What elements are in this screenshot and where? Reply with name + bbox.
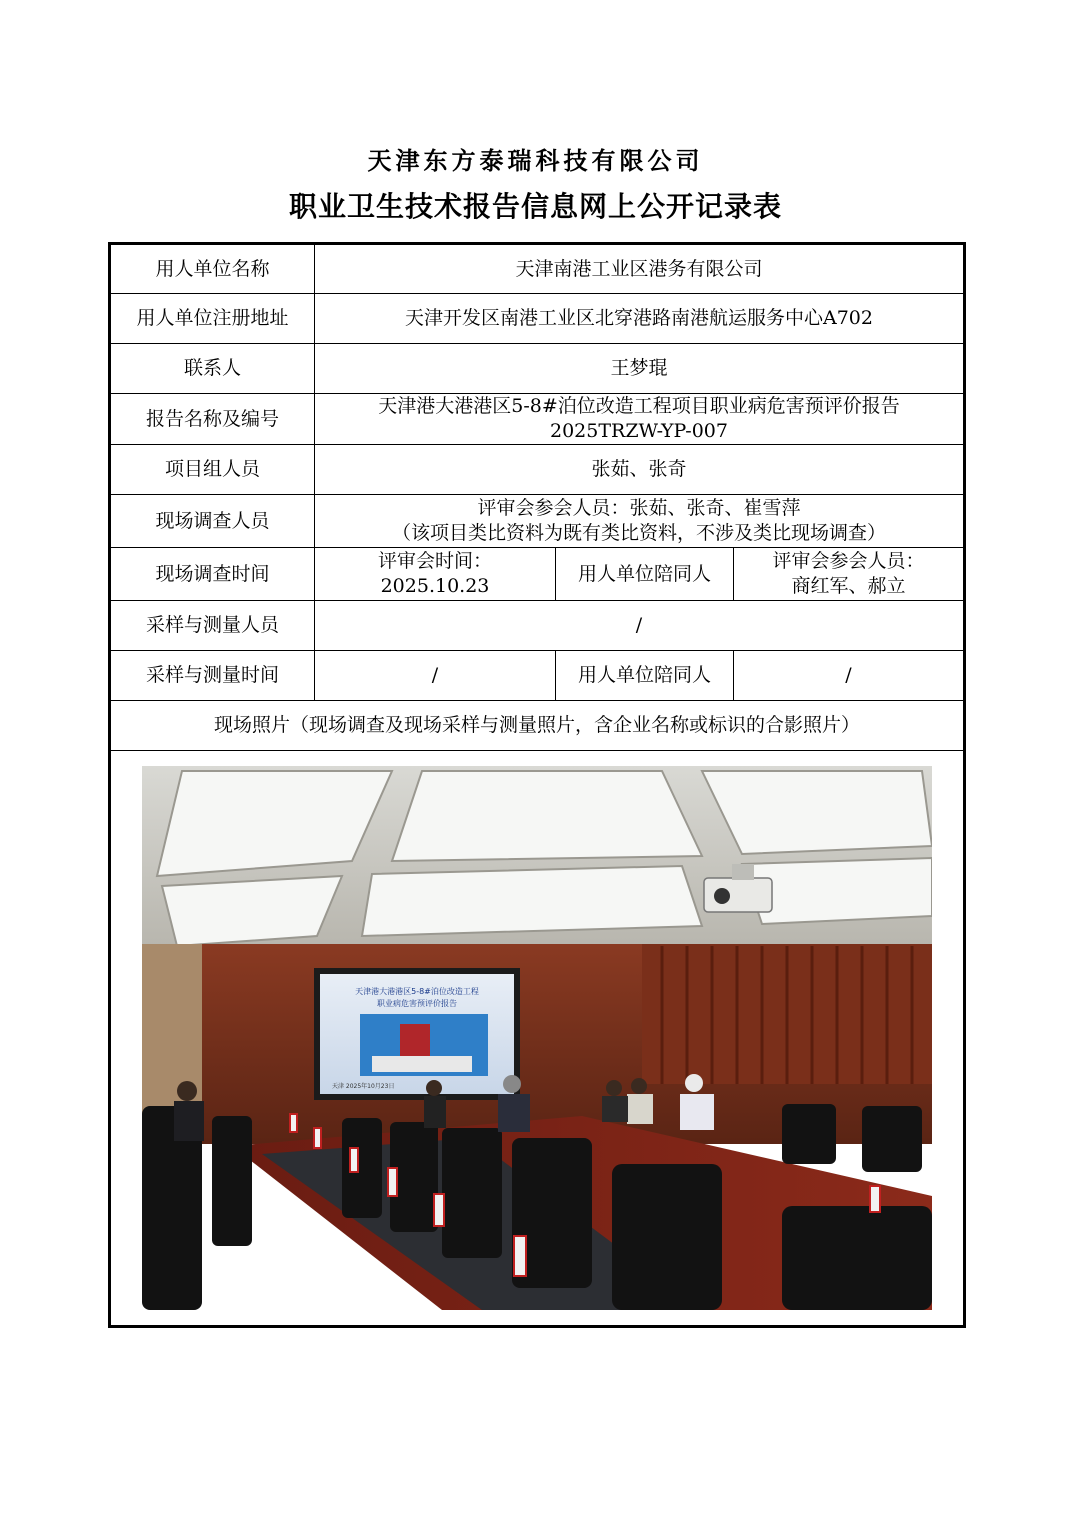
photo-cell: [110, 751, 965, 1327]
company-name: 天津东方泰瑞科技有限公司: [367, 146, 704, 175]
row-survey-staff: [110, 495, 965, 548]
row-survey-time: [110, 548, 965, 601]
sampling-time-value: /: [315, 651, 556, 701]
contact-value: 王梦琨: [315, 344, 965, 394]
row-photo: [110, 751, 965, 1327]
row-team: [110, 445, 965, 495]
row-sampling-time: [110, 651, 965, 701]
survey-staff-value: [315, 495, 965, 548]
employer-address-value: 天津开发区南港工业区北穿港路南港航运服务中心A702: [315, 294, 965, 344]
record-table: [108, 242, 966, 1328]
row-contact: [110, 344, 965, 394]
report-value: [315, 394, 965, 445]
meeting-room-photo: [142, 766, 932, 1310]
document-title: 职业卫生技术报告信息网上公开记录表: [288, 190, 782, 223]
sampling-time-label: 采样与测量时间: [110, 651, 315, 701]
screen-title-line1: 天津港大港港区5-8#泊位改造工程: [355, 987, 479, 996]
employer-address-label: 用人单位注册地址: [110, 294, 315, 344]
survey-staff-line2: （该项目类比资料为既有类比资料，不涉及类比现场调查）: [391, 522, 886, 544]
survey-companion-label: 用人单位陪同人: [556, 548, 734, 601]
presentation-screen: [314, 968, 520, 1100]
row-employer-name: [110, 244, 965, 294]
team-value: 张茹、张奇: [315, 445, 965, 495]
sampling-companion-value: /: [734, 651, 965, 701]
survey-companion-line2: 商红军、郝立: [791, 575, 906, 597]
survey-time-line1: 评审会时间：: [377, 550, 492, 572]
survey-companion-value: [734, 548, 965, 601]
row-sampling-staff: [110, 601, 965, 651]
screen-footer: 天津 2025年10月23日: [332, 1083, 395, 1090]
photos-label: 现场照片（现场调查及现场采样与测量照片，含企业名称或标识的合影照片）: [110, 701, 965, 751]
survey-time-label: 现场调查时间: [110, 548, 315, 601]
row-photos-header: [110, 701, 965, 751]
row-employer-address: [110, 294, 965, 344]
contact-label: 联系人: [110, 344, 315, 394]
survey-staff-label: 现场调查人员: [110, 495, 315, 548]
survey-time-line2: 2025.10.23: [380, 575, 490, 597]
report-code: 2025TRZW-YP-007: [550, 420, 728, 442]
employer-name-label: 用人单位名称: [110, 244, 315, 294]
employer-name-value: 天津南港工业区港务有限公司: [315, 244, 965, 294]
sampling-staff-value: /: [315, 601, 965, 651]
sampling-staff-label: 采样与测量人员: [110, 601, 315, 651]
survey-companion-line1: 评审会参会人员：: [772, 550, 925, 572]
survey-staff-line1: 评审会参会人员：张茹、张奇、崔雪萍: [477, 497, 801, 519]
sampling-companion-label: 用人单位陪同人: [556, 651, 734, 701]
team-label: 项目组人员: [110, 445, 315, 495]
screen-title-line2: 职业病危害预评价报告: [377, 999, 457, 1008]
row-report: [110, 394, 965, 445]
report-label: 报告名称及编号: [110, 394, 315, 445]
report-name: 天津港大港港区5-8#泊位改造工程项目职业病危害预评价报告: [378, 395, 900, 417]
survey-time-value: [315, 548, 556, 601]
